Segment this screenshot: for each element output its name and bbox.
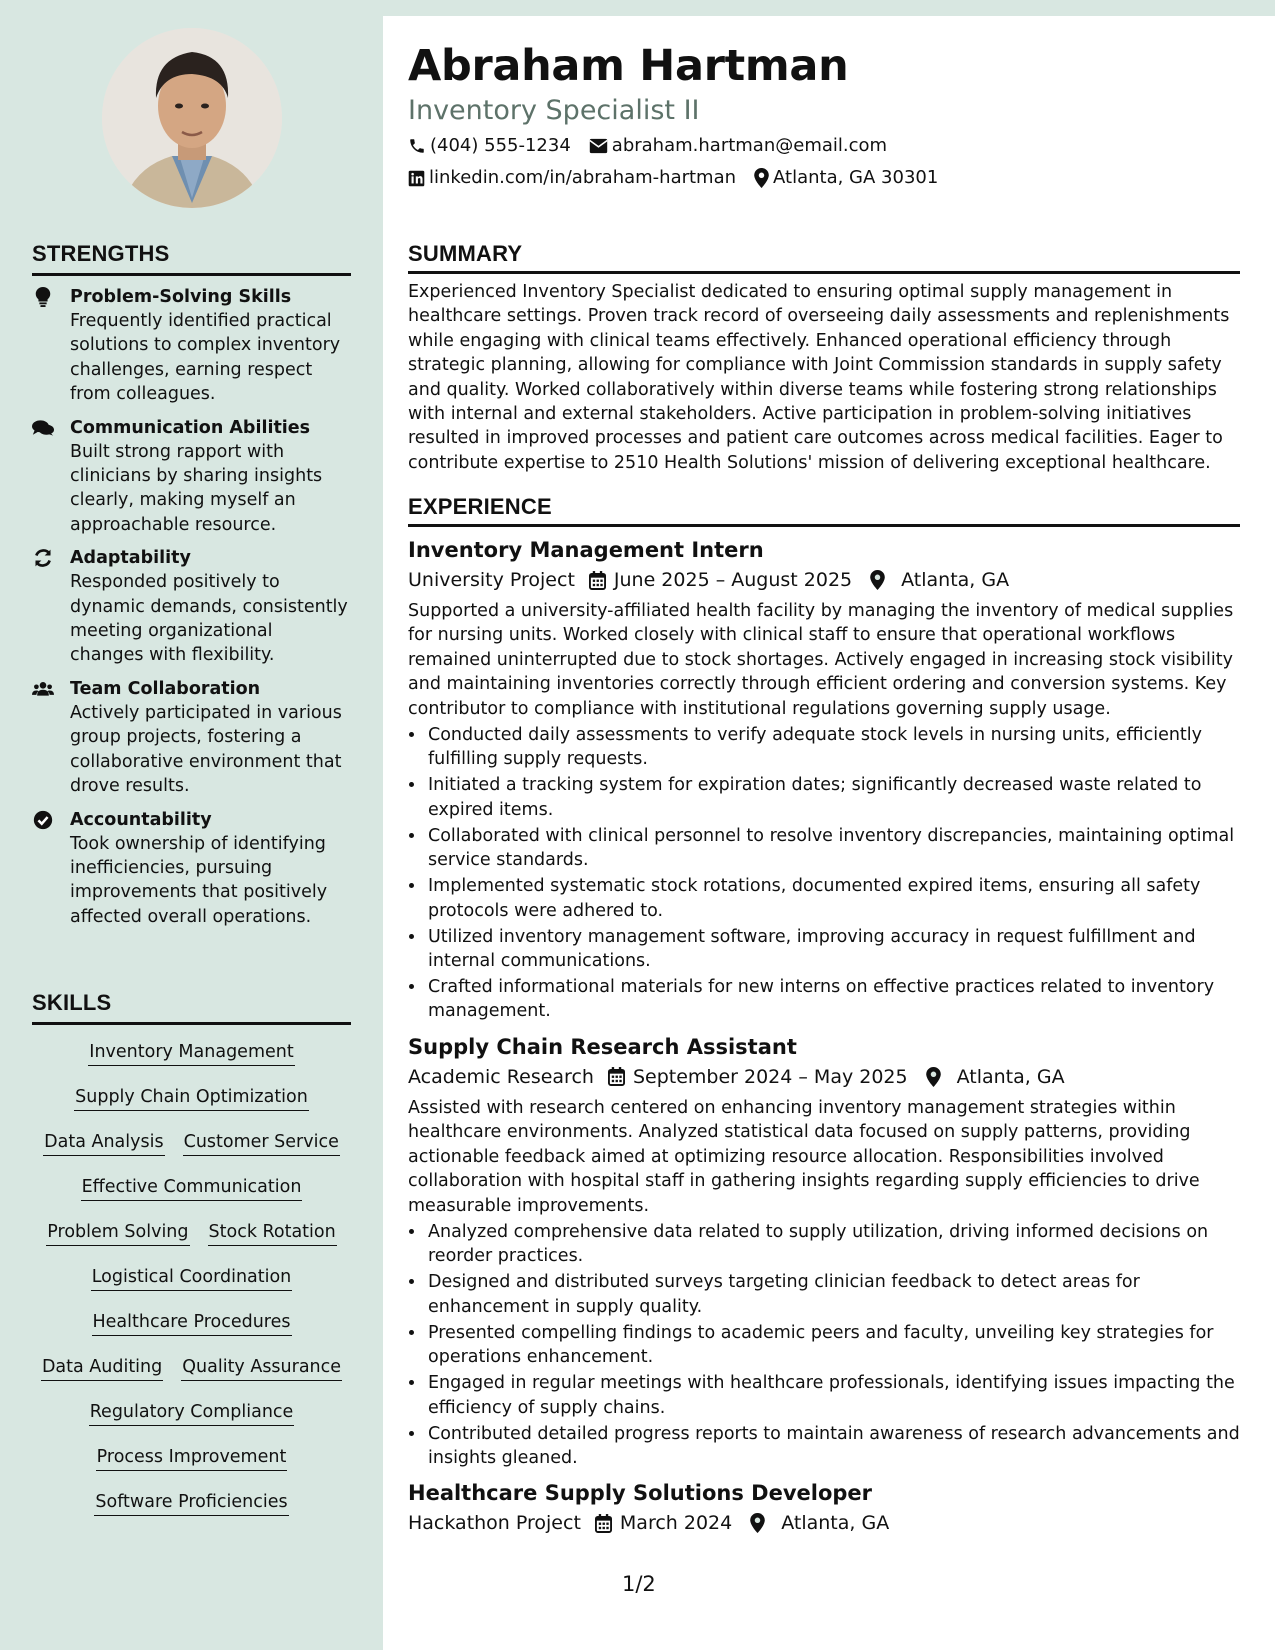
skill-tag: Supply Chain Optimization bbox=[74, 1086, 309, 1111]
strength-item bbox=[32, 416, 351, 538]
skill-tag: Logistical Coordination bbox=[91, 1266, 293, 1291]
lightbulb-icon bbox=[32, 287, 54, 307]
strength-desc: Took ownership of identifying inefficiencies, pursuing improvements that positively affected overall operations. bbox=[70, 833, 328, 927]
bullet-item: • Analyzed comprehensive data related to supply utilization, driving informed decisions on reorder practices. bbox=[426, 1220, 1240, 1269]
linkedin-text[interactable]: linkedin.com/in/abraham-hartman bbox=[429, 167, 737, 188]
job-org: Hackathon Project bbox=[408, 1512, 581, 1535]
skill-tag: Data Analysis bbox=[43, 1131, 164, 1156]
bullet-item: • Initiated a tracking system for expiration dates; significantly decreased waste related to expired items. bbox=[426, 773, 1240, 822]
job-dates: September 2024 – May 2025 bbox=[632, 1065, 908, 1088]
phone-item bbox=[408, 134, 571, 158]
job-dates: June 2025 – August 2025 bbox=[613, 569, 853, 591]
job-location: Atlanta, GA bbox=[956, 1065, 1065, 1088]
strength-title: Accountability bbox=[70, 809, 212, 830]
skill-row bbox=[32, 1041, 351, 1086]
skill-tag: Effective Communication bbox=[81, 1176, 303, 1201]
job-title: Healthcare Supply Solutions Developer bbox=[408, 1481, 873, 1506]
skill-row bbox=[32, 1086, 351, 1131]
strength-item bbox=[32, 546, 351, 668]
summary-text: Experienced Inventory Specialist dedicated to ensuring optimal supply management in healthcare settings. Proven track record of overseeing daily assessments and replenishments while engaging with clinical teams effectively. Enhanced operational efficiency through strategic planning, allowing for compliance with Joint Commission standards in supply safety and quality. Worked collaboratively within diverse teams while fostering strong relationships with internal and external stakeholders. Active participation in problem-solving initiatives resulted in improved processes and patient care outcomes across medical facilities. Eager to contribute expertise to 2510 Health Solutions' mission of delivering exceptional healthcare. bbox=[408, 282, 1230, 473]
location-item bbox=[754, 166, 938, 190]
strength-item bbox=[32, 808, 351, 930]
strength-item bbox=[32, 677, 351, 799]
job-bullets bbox=[408, 723, 1240, 1024]
strength-desc: Built strong rapport with clinicians by sharing insights clearly, making myself an approachable resource. bbox=[70, 441, 323, 535]
phone-icon bbox=[408, 137, 426, 155]
users-icon bbox=[32, 679, 54, 699]
bullet-item: • Implemented systematic stock rotations, documented expired items, ensuring all safety protocols were adhered to. bbox=[426, 874, 1240, 923]
skill-tag: Customer Service bbox=[183, 1131, 340, 1156]
job-entry bbox=[408, 1478, 1240, 1538]
location-text: Atlanta, GA 30301 bbox=[773, 167, 939, 188]
contact-row-2 bbox=[408, 166, 956, 190]
envelope-icon bbox=[589, 138, 608, 154]
map-pin-icon bbox=[750, 1513, 765, 1533]
job-location: Atlanta, GA bbox=[901, 569, 1010, 591]
bullet-item: • Crafted informational materials for new interns on effective practices related to inventory management. bbox=[426, 975, 1240, 1024]
skill-tag: Data Auditing bbox=[41, 1356, 163, 1381]
bullet-item: • Collaborated with clinical personnel to resolve inventory discrepancies, maintaining optimal service standards. bbox=[426, 824, 1240, 873]
skill-row bbox=[32, 1221, 351, 1266]
skills-section bbox=[32, 990, 351, 1536]
page-number: 1/2 bbox=[622, 1572, 656, 1596]
strength-desc: Frequently identified practical solutions to complex inventory challenges, earning respect from colleagues. bbox=[70, 311, 341, 405]
calendar-icon bbox=[589, 571, 606, 590]
job-entry bbox=[408, 1032, 1240, 1470]
profile-photo bbox=[102, 28, 282, 208]
job-org: Academic Research bbox=[408, 1065, 594, 1088]
skill-tag: Regulatory Compliance bbox=[89, 1401, 295, 1426]
map-pin-icon bbox=[870, 570, 885, 590]
linkedin-item[interactable] bbox=[408, 166, 736, 190]
email-text[interactable]: abraham.hartman@email.com bbox=[611, 135, 888, 156]
job-location: Atlanta, GA bbox=[781, 1512, 890, 1535]
strength-title: Team Collaboration bbox=[70, 678, 261, 699]
skills-list bbox=[32, 1041, 351, 1536]
skill-tag: Stock Rotation bbox=[208, 1221, 337, 1246]
experience-section bbox=[408, 494, 1240, 1538]
skill-row bbox=[32, 1311, 351, 1356]
bullet-item: • Contributed detailed progress reports to maintain awareness of research advancements and insights gleaned. bbox=[426, 1422, 1240, 1471]
email-item[interactable] bbox=[589, 134, 887, 158]
strengths-heading: STRENGTHS bbox=[32, 241, 351, 276]
job-entry bbox=[408, 535, 1240, 1024]
skill-tag: Software Proficiencies bbox=[94, 1491, 288, 1516]
phone-text: (404) 555-1234 bbox=[430, 135, 571, 156]
bullet-item: • Conducted daily assessments to verify adequate stock levels in nursing units, efficiently fulfilling supply requests. bbox=[426, 723, 1240, 772]
bullet-item: • Engaged in regular meetings with healthcare professionals, identifying issues impacting the efficiency of supply chains. bbox=[426, 1371, 1240, 1420]
job-title: Supply Chain Research Assistant bbox=[408, 1034, 797, 1059]
job-description: Supported a university-affiliated health facility by managing the inventory of medical supplies for nursing units. Worked closely with clinical staff to ensure that operational workflows remained uninterrupted due to stock shortages. Actively engaged in increasing stock visibility and maintaining inventories correctly through efficient ordering and conversion systems. Key contributor to compliance with institutional regulations governing supply usage. bbox=[408, 601, 1234, 719]
check-circle-icon bbox=[32, 810, 54, 830]
calendar-icon bbox=[595, 1514, 612, 1533]
contact-row-1 bbox=[408, 134, 905, 158]
job-bullets bbox=[408, 1220, 1240, 1470]
summary-heading: SUMMARY bbox=[408, 241, 1240, 274]
skills-heading: SKILLS bbox=[32, 990, 351, 1025]
bullet-item: • Presented compelling findings to academic peers and faculty, unveiling key strategies for operations enhancement. bbox=[426, 1321, 1240, 1370]
map-pin-icon bbox=[926, 1067, 941, 1087]
skill-row bbox=[32, 1446, 351, 1491]
skill-row bbox=[32, 1266, 351, 1311]
job-meta bbox=[408, 565, 1240, 595]
skill-row bbox=[32, 1131, 351, 1176]
skill-row bbox=[32, 1401, 351, 1446]
skill-tag: Inventory Management bbox=[88, 1041, 294, 1066]
candidate-name: Abraham Hartman bbox=[408, 41, 849, 91]
job-org: University Project bbox=[408, 569, 575, 591]
skill-row bbox=[32, 1491, 351, 1536]
job-meta bbox=[408, 1062, 1240, 1092]
skill-tag: Process Improvement bbox=[96, 1446, 288, 1471]
strength-title: Communication Abilities bbox=[70, 417, 311, 438]
skill-row bbox=[32, 1176, 351, 1221]
strength-desc: Responded positively to dynamic demands, consistently meeting organizational changes with flexibility. bbox=[70, 572, 348, 666]
chat-bubbles-icon bbox=[32, 418, 54, 438]
job-description: Assisted with research centered on enhancing inventory management strategies within healthcare environments. Analyzed statistical data focused on supply patterns, providing actionable feedback aimed at optimizing resource allocation. Responsibilities involved collaboration with hospital staff in gathering insights regarding supply efficiencies to drive measurable improvements. bbox=[408, 1097, 1200, 1216]
strength-title: Problem-Solving Skills bbox=[70, 287, 292, 307]
skill-row bbox=[32, 1356, 351, 1401]
job-dates: March 2024 bbox=[619, 1512, 733, 1535]
strengths-section bbox=[32, 241, 351, 929]
job-meta bbox=[408, 1508, 1240, 1538]
summary-section bbox=[408, 241, 1240, 475]
job-title: Inventory Management Intern bbox=[408, 538, 764, 562]
sync-arrows-icon bbox=[32, 548, 54, 568]
bullet-item: • Utilized inventory management software, improving accuracy in request fulfillment and internal communications. bbox=[426, 925, 1240, 974]
bullet-item: • Designed and distributed surveys targeting clinician feedback to detect areas for enhancement in supply quality. bbox=[426, 1270, 1240, 1319]
skill-tag: Healthcare Procedures bbox=[92, 1311, 292, 1336]
strength-title: Adaptability bbox=[70, 548, 191, 569]
calendar-icon bbox=[608, 1067, 625, 1086]
strength-desc: Actively participated in various group projects, fostering a collaborative environment that drove results. bbox=[70, 702, 342, 797]
skill-tag: Quality Assurance bbox=[181, 1356, 342, 1381]
linkedin-icon bbox=[408, 170, 425, 187]
candidate-title: Inventory Specialist II bbox=[408, 95, 700, 126]
experience-heading: EXPERIENCE bbox=[408, 494, 1240, 527]
skill-tag: Problem Solving bbox=[46, 1221, 189, 1246]
map-pin-icon bbox=[754, 168, 769, 188]
strength-item bbox=[32, 285, 351, 407]
